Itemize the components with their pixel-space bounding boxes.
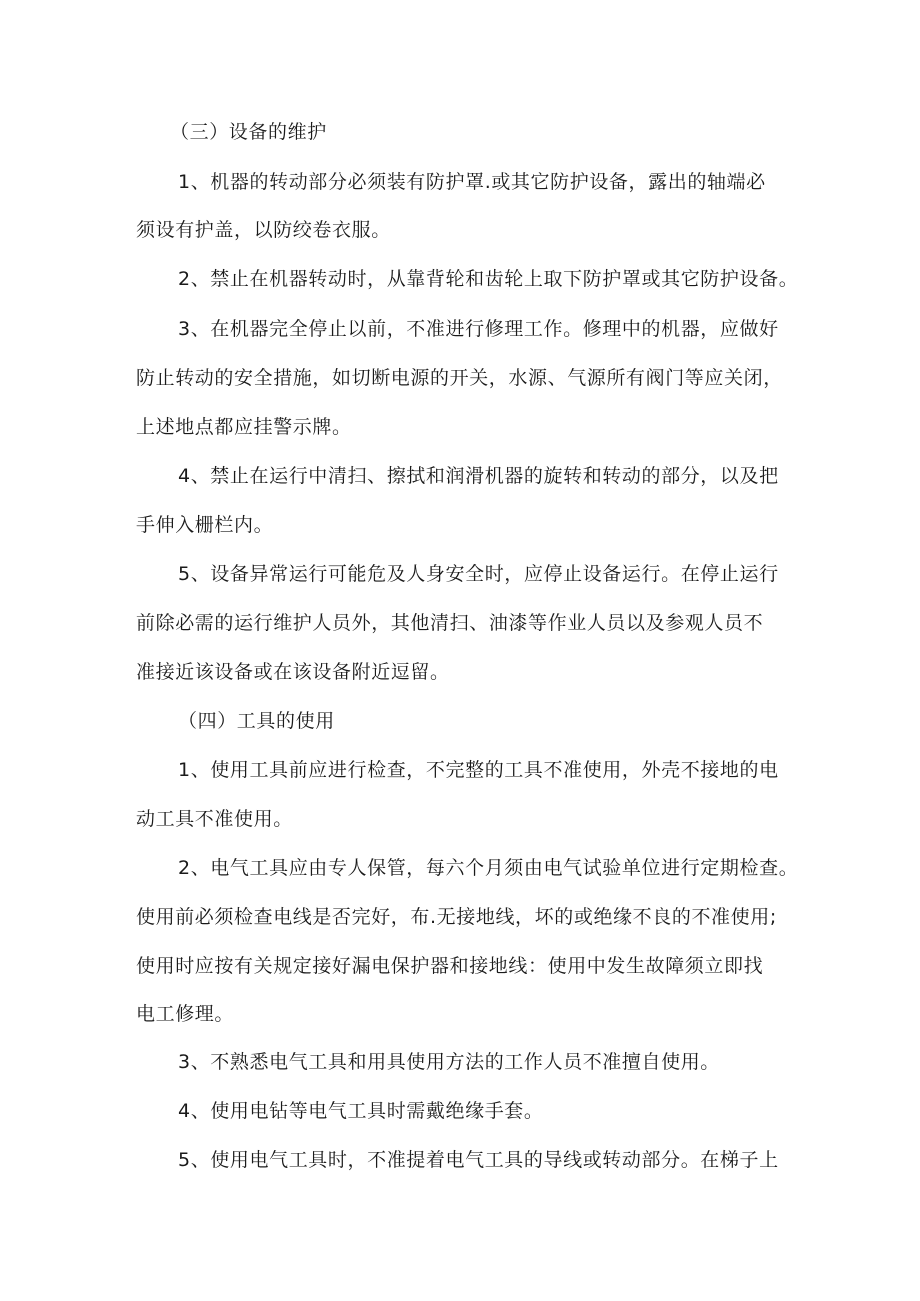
- tool-paragraph-5-line-1: 5、使用电气工具时，不准提着电气工具的导线或转动部分。在梯子上: [178, 1149, 779, 1171]
- paragraph-5-line-2: 前除必需的运行维护人员外，其他清扫、油漆等作业人员以及参观人员不: [136, 612, 764, 634]
- paragraph-4-line-1: 4、禁止在运行中清扫、擦拭和润滑机器的旋转和转动的部分，以及把: [178, 465, 779, 487]
- section-heading-3: （三）设备的维护: [170, 121, 327, 143]
- paragraph-3-line-1: 3、在机器完全停止以前，不准进行修理工作。修理中的机器，应做好: [178, 318, 779, 340]
- tool-paragraph-1-line-2: 动工具不准使用。: [136, 808, 293, 830]
- tool-paragraph-2-line-1: 2、电气工具应由专人保管，每六个月须由电气试验单位进行定期检查。: [178, 857, 799, 879]
- paragraph-5-line-3: 准接近该设备或在该设备附近逗留。: [136, 661, 450, 683]
- paragraph-4-line-2: 手伸入栅栏内。: [136, 514, 274, 536]
- tool-paragraph-1-line-1: 1、使用工具前应进行检查，不完整的工具不准使用，外壳不接地的电: [178, 759, 779, 781]
- paragraph-1-line-1: 1、机器的转动部分必须装有防护罩.或其它防护设备，露出的轴端必: [178, 171, 766, 193]
- paragraph-3-line-3: 上述地点都应挂警示牌。: [136, 416, 352, 438]
- paragraph-3-line-2: 防止转动的安全措施，如切断电源的开关，水源、气源所有阀门等应关闭，: [136, 367, 783, 389]
- paragraph-2-line-1: 2、禁止在机器转动时，从靠背轮和齿轮上取下防护罩或其它防护设备。: [178, 268, 799, 290]
- tool-paragraph-2-line-2: 使用前必须检查电线是否完好，布.无接地线，坏的或绝缘不良的不准使用;: [136, 906, 777, 928]
- paragraph-1-line-2: 须设有护盖，以防绞卷衣服。: [136, 219, 391, 241]
- tool-paragraph-2-line-3: 使用时应按有关规定接好漏电保护器和接地线：使用中发生故障须立即找: [136, 955, 764, 977]
- tool-paragraph-2-line-4: 电工修理。: [136, 1003, 235, 1025]
- tool-paragraph-4-line-1: 4、使用电钻等电气工具时需戴绝缘手套。: [178, 1100, 544, 1122]
- tool-paragraph-3-line-1: 3、不熟悉电气工具和用具使用方法的工作人员不准擅自使用。: [178, 1051, 720, 1073]
- section-heading-4: （四）工具的使用: [178, 710, 335, 732]
- paragraph-5-line-1: 5、设备异常运行可能危及人身安全时，应停止设备运行。在停止运行: [178, 563, 779, 585]
